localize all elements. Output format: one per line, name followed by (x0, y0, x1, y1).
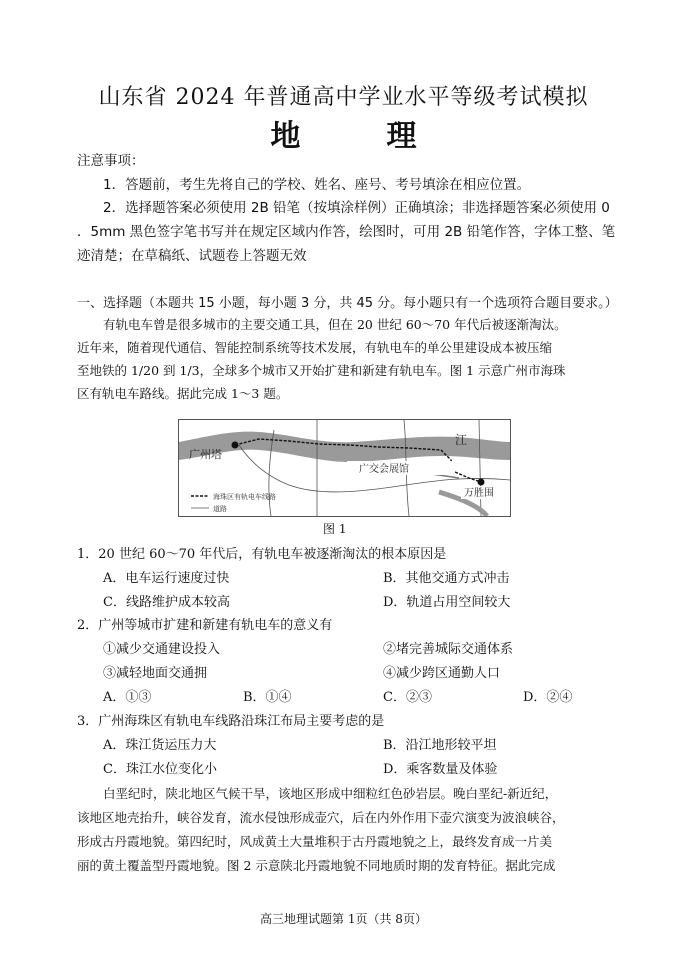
notice-heading: 注意事项： (77, 153, 145, 169)
question-2-option-b: B．①④ (243, 690, 292, 705)
passage-1-line-4: 区有轨电车路线。据此完成 1～3 题。 (77, 386, 289, 401)
question-3-stem: 3．广州海珠区有轨电车线路沿珠江布局主要考虑的是 (77, 714, 385, 729)
passage-2-line-1: 白垩纪时，陕北地区气候干旱，该地区形成中细粒红色砂岩层。晚白垩纪-新近纪， (103, 786, 558, 801)
label-river: 江 (455, 433, 468, 447)
passage-2-line-3: 形成古丹霞地貌。第四纪时，风成黄土大量堆积于古丹霞地貌之上，最终发育成一片美 (77, 834, 553, 849)
question-2-statement-1: ①减少交通建设投入 (103, 642, 221, 657)
question-1-option-a: A．电车运行速度过快 (103, 571, 230, 586)
question-2-statement-4: ④减少跨区通勤人口 (383, 666, 501, 681)
passage-2-line-4: 丽的黄土覆盖型丹霞地貌。图 2 示意陕北丹霞地貌不同地质时期的发育特征。据此完成 (77, 858, 556, 873)
legend-tram-label: 海珠区有轨电车线路 (213, 493, 276, 501)
passage-1-line-2: 近年来，随着现代通信、智能控制系统等技术发展，有轨电车的单公里建设成本被压缩 (77, 340, 553, 355)
question-1-option-d: D．轨道占用空间较大 (383, 595, 511, 610)
question-1-option-c: C．线路维护成本较高 (103, 595, 230, 610)
station-wanshengwei (478, 479, 485, 486)
question-2-option-d: D．②④ (523, 690, 573, 705)
question-1-stem: 1．20 世纪 60～70 年代后，有轨电车被逐渐淘汰的根本原因是 (77, 547, 447, 562)
section-1-heading: 一、选择题（本题共 15 小题，每小题 3 分，共 45 分。每小题只有一个选项符合题目要求。） (77, 296, 618, 311)
question-3-option-a: A．珠江货运压力大 (103, 738, 217, 753)
passage-1-line-1: 有轨电车曾是很多城市的主要交通工具，但在 20 世纪 60～70 年代后被逐渐淘汰。 (103, 317, 567, 332)
exam-title: 山东省 2024 年普通高中学业水平等级考试模拟 (98, 85, 589, 110)
question-2-stem: 2．广州等城市扩建和新建有轨电车的意义有 (77, 618, 333, 633)
question-1-option-b: B．其他交通方式冲击 (383, 571, 510, 586)
map-svg (179, 420, 510, 516)
question-2-option-a: A．①③ (103, 690, 152, 705)
station-guangzhouta (232, 442, 239, 449)
figure-1-map (178, 419, 511, 517)
question-3-option-d: D．乘客数量及体验 (383, 762, 498, 777)
label-wanshengwei: 万胜围 (464, 488, 494, 499)
question-3-option-b: B．沿江地形较平坦 (383, 738, 497, 753)
notice-item-2-line-3: 迹清楚；在草稿纸、试题卷上答题无效 (77, 248, 307, 264)
notice-item-1: 1．答题前，考生先将自己的学校、姓名、座号、考号填涂在相应位置。 (103, 177, 531, 193)
notice-item-2-line-2: ．5mm 黑色签字笔书写并在规定区域内作答，绘图时，可用 2B 铅笔作答，字体工整、笔 (77, 224, 616, 240)
question-2-statement-2: ②堵完善城际交通体系 (383, 642, 514, 657)
label-guangzhouta: 广州塔 (189, 448, 222, 461)
road-5 (479, 420, 481, 516)
label-park: 广交会展馆 (359, 464, 409, 475)
subject-title: 地 理 (270, 119, 445, 154)
question-3-option-c: C．珠江水位变化小 (103, 762, 217, 777)
notice-item-2-line-1: 2．选择题答案必须使用 2B 铅笔（按填涂样例）正确填涂；非选择题答案必须使用 0 (103, 200, 610, 216)
passage-1-line-3: 至地铁的 1/20 到 1/3，全球多个城市又开始扩建和新建有轨电车。图 1 示意广州市海珠 (77, 363, 566, 378)
question-2-statement-3: ③减轻地面交通拥 (103, 666, 208, 681)
question-2-option-c: C．②③ (383, 690, 432, 705)
legend-road-label: 道路 (213, 505, 227, 513)
page-footer: 高三地理试题第 1页（共 8页） (260, 912, 427, 926)
passage-2-line-2: 该地区地壳抬升，峡谷发育，流水侵蚀形成壶穴，后在内外作用下壶穴演变为波浪峡谷， (77, 810, 565, 825)
figure-1-caption: 图 1 (323, 522, 347, 536)
